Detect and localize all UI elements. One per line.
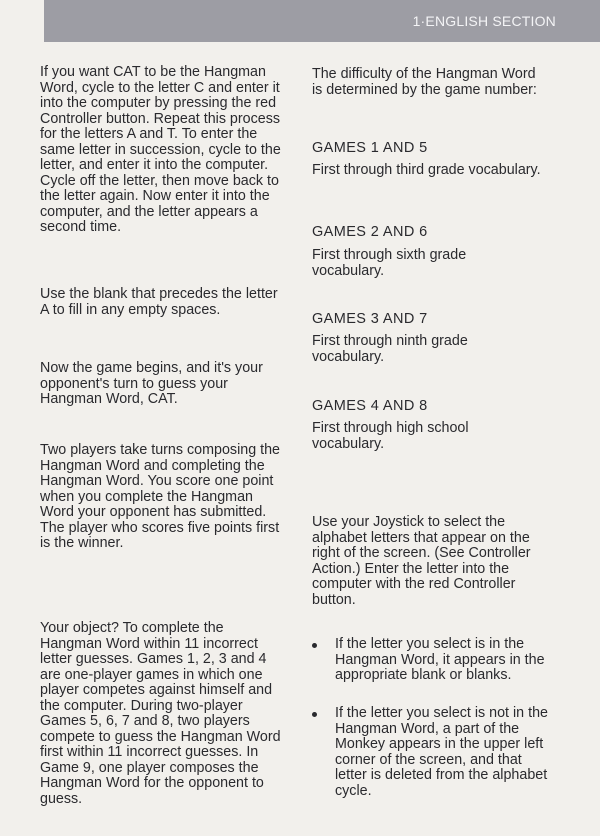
section-header-bar: [44, 0, 600, 42]
heading-games-4-8: GAMES 4 AND 8: [312, 398, 428, 414]
heading-games-2-6: GAMES 2 AND 6: [312, 224, 428, 240]
paragraph-game-begins: Now the game begins, and it's your opponent's turn to guess your Hangman Word, CAT.: [40, 360, 263, 407]
bullet-letter-not-in-word: [312, 705, 557, 799]
bullet-text: If the letter you select is not in the Hangman Word, a part of the Monkey appears in the upper left corner of the screen, and that letter is deleted from the alphabet cycle.: [335, 705, 548, 799]
heading-games-3-7: GAMES 3 AND 7: [312, 311, 428, 327]
paragraph-difficulty-intro: The difficulty of the Hangman Word is determined by the game number:: [312, 66, 537, 98]
paragraph-object: Your object? To complete the Hangman Word within 11 incorrect letter guesses. Games 1, 2, 3 and 4 are one-player games in which one player competes against himself and the computer. During two-player Games 5, 6, 7 and 8, two players compete to guess the Hangman Word first within 11 incorrect guesses. In Game 9, one player composes the Hangman Word for the opponent to guess.: [40, 620, 281, 807]
bullet-letter-in-word: [312, 637, 557, 697]
text-games-3-7: First through ninth grade vocabulary.: [312, 333, 468, 365]
section-label: 1·ENGLISH SECTION: [412, 13, 556, 29]
paragraph-joystick: Use your Joystick to select the alphabet letters that appear on the right of the screen. (See Controller Action.) Enter the letter into the computer with the red Controller button.: [312, 514, 531, 608]
paragraph-blank-letter: Use the blank that precedes the letter A to fill in any empty spaces.: [40, 286, 278, 318]
heading-games-1-5: GAMES 1 AND 5: [312, 140, 428, 156]
bullet-dot-icon: [312, 712, 317, 717]
bullet-dot-icon: [312, 643, 317, 648]
text-games-1-5: First through third grade vocabulary.: [312, 162, 541, 178]
paragraph-enter-word: If you want CAT to be the Hangman Word, cycle to the letter C and enter it into the computer by pressing the red Controller button. Repeat this process for the letters A and T. To enter the same letter in succession, cycle to the letter, and enter it into the computer. Cycle off the letter, then move back to the letter again. Now enter it into the computer, and the letter appears a second time.: [40, 64, 281, 235]
paragraph-two-players: Two players take turns composing the Hangman Word and completing the Hangman Word. You score one point when you complete the Hangman Word your opponent has submitted. The player who scores five points first is the winner.: [40, 442, 280, 551]
text-games-2-6: First through sixth grade vocabulary.: [312, 247, 467, 279]
bullet-text: If the letter you select is in the Hangman Word, it appears in the appropriate blank or blanks.: [335, 636, 545, 683]
text-games-4-8: First through high school vocabulary.: [312, 420, 469, 452]
